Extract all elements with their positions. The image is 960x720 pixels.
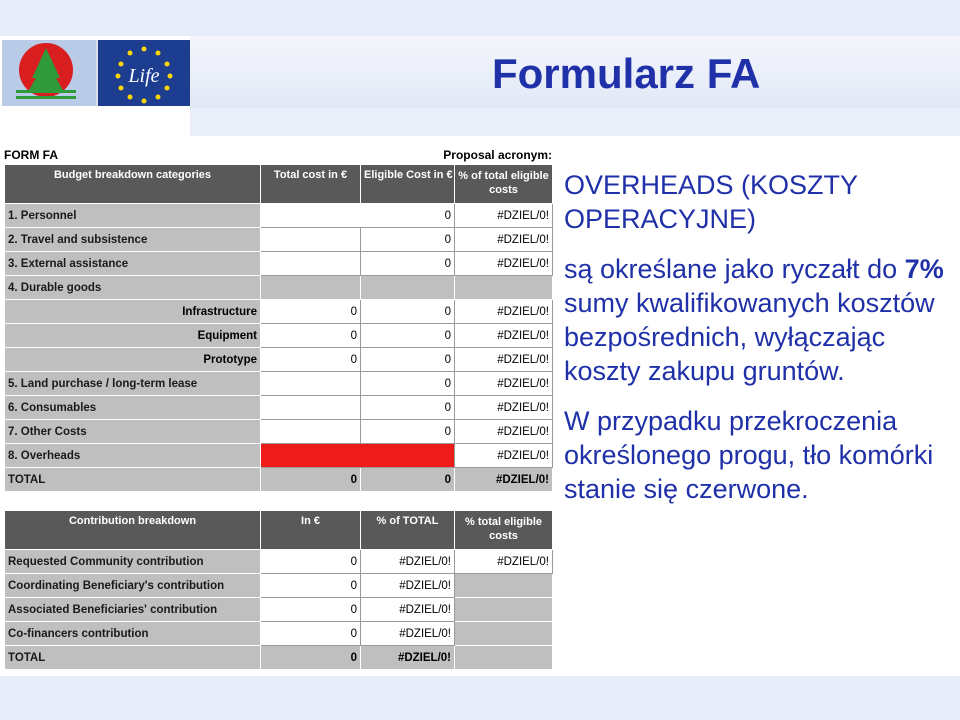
top-band bbox=[0, 0, 960, 36]
percent-cell: #DZIEL/0! bbox=[455, 228, 553, 252]
page-title: Formularz FA bbox=[492, 50, 761, 97]
percent-cell: #DZIEL/0! bbox=[455, 252, 553, 276]
description-part-2: sumy kwalifikowanych kosztów bezpośrednich, wyłączając koszty zakupu gruntów. bbox=[564, 288, 935, 386]
row-label: 7. Other Costs bbox=[5, 420, 261, 444]
table-row bbox=[5, 550, 553, 574]
row-label: Associated Beneficiaries' contribution bbox=[5, 598, 261, 622]
table-row bbox=[5, 622, 553, 646]
total-cost-cell[interactable]: 0 bbox=[261, 324, 361, 348]
total-cost-cell: 0 bbox=[261, 468, 361, 492]
table-row bbox=[5, 420, 553, 444]
contribution-header-row bbox=[5, 511, 553, 550]
contrib-header-pct-eligible: % total eligible costs bbox=[455, 511, 553, 550]
budget-header-total: Total cost in € bbox=[261, 165, 361, 204]
eligible-cost-cell: 0 bbox=[361, 468, 455, 492]
amount-cell[interactable]: 0 bbox=[261, 550, 361, 574]
overheads-heading: OVERHEADS (KOSZTY OPERACYJNE) bbox=[564, 170, 858, 234]
total-cost-cell[interactable] bbox=[261, 204, 361, 228]
eligible-cost-cell[interactable]: 0 bbox=[361, 396, 455, 420]
row-label: 6. Consumables bbox=[5, 396, 261, 420]
pct-eligible-cell bbox=[455, 574, 553, 598]
eligible-cost-cell[interactable]: 0 bbox=[361, 324, 455, 348]
total-cost-cell[interactable]: 0 bbox=[261, 300, 361, 324]
budget-header-eligible: Eligible Cost in € bbox=[361, 165, 455, 204]
pct-total-cell: #DZIEL/0! bbox=[361, 550, 455, 574]
eligible-cost-cell[interactable]: 0 bbox=[361, 228, 455, 252]
budget-table bbox=[4, 164, 553, 492]
budget-header-row bbox=[5, 165, 553, 204]
row-label: Equipment bbox=[5, 324, 261, 348]
overheads-red-cell[interactable] bbox=[261, 444, 455, 468]
percent-cell: #DZIEL/0! bbox=[455, 348, 553, 372]
overheads-description bbox=[564, 252, 954, 388]
logos bbox=[2, 40, 190, 106]
total-cost-cell[interactable] bbox=[261, 228, 361, 252]
pct-total-cell: #DZIEL/0! bbox=[361, 574, 455, 598]
pct-eligible-cell: #DZIEL/0! bbox=[455, 550, 553, 574]
table-row bbox=[5, 276, 553, 300]
amount-cell[interactable]: 0 bbox=[261, 622, 361, 646]
percent-cell: #DZIEL/0! bbox=[455, 468, 553, 492]
row-label: Requested Community contribution bbox=[5, 550, 261, 574]
percent-cell: #DZIEL/0! bbox=[455, 420, 553, 444]
proposal-acronym-label: Proposal acronym: bbox=[443, 148, 552, 162]
total-cost-cell[interactable] bbox=[261, 372, 361, 396]
table-row-total bbox=[5, 468, 553, 492]
table-row bbox=[5, 574, 553, 598]
eligible-cost-cell bbox=[361, 276, 455, 300]
table-row bbox=[5, 252, 553, 276]
header-strip bbox=[190, 108, 960, 136]
percent-cell: #DZIEL/0! bbox=[455, 372, 553, 396]
table-row bbox=[5, 324, 553, 348]
total-cost-cell bbox=[261, 276, 361, 300]
total-cost-cell[interactable]: 0 bbox=[261, 348, 361, 372]
amount-cell[interactable]: 0 bbox=[261, 598, 361, 622]
total-cost-cell[interactable] bbox=[261, 420, 361, 444]
amount-cell[interactable]: 0 bbox=[261, 574, 361, 598]
description-percentage: 7% bbox=[904, 254, 944, 284]
table-gap bbox=[4, 492, 552, 510]
table-row-total bbox=[5, 646, 553, 670]
eu-life-logo bbox=[98, 40, 190, 106]
row-label: 5. Land purchase / long-term lease bbox=[5, 372, 261, 396]
contribution-table bbox=[4, 510, 553, 670]
form-fa bbox=[4, 140, 552, 670]
percent-cell: #DZIEL/0! bbox=[455, 300, 553, 324]
percent-cell: #DZIEL/0! bbox=[455, 396, 553, 420]
table-row bbox=[5, 396, 553, 420]
row-label: Coordinating Beneficiary's contribution bbox=[5, 574, 261, 598]
threshold-note: W przypadku przekroczenia określonego progu, tło komórki stanie się czerwone. bbox=[564, 406, 934, 504]
percent-cell: #DZIEL/0! bbox=[455, 324, 553, 348]
pct-total-cell: #DZIEL/0! bbox=[361, 646, 455, 670]
budget-header-category: Budget breakdown categories bbox=[5, 165, 261, 204]
row-label: Prototype bbox=[5, 348, 261, 372]
row-label: Co-financers contribution bbox=[5, 622, 261, 646]
row-label: TOTAL bbox=[5, 468, 261, 492]
pct-eligible-cell bbox=[455, 646, 553, 670]
bottom-band bbox=[0, 676, 960, 720]
percent-cell: #DZIEL/0! bbox=[455, 204, 553, 228]
contrib-header-amount: In € bbox=[261, 511, 361, 550]
pct-eligible-cell bbox=[455, 622, 553, 646]
table-row bbox=[5, 228, 553, 252]
form-label: FORM FA bbox=[4, 148, 58, 162]
form-header bbox=[4, 140, 552, 164]
percent-cell: #DZIEL/0! bbox=[455, 444, 553, 468]
table-row bbox=[5, 598, 553, 622]
eligible-cost-cell[interactable]: 0 bbox=[361, 420, 455, 444]
row-label: 1. Personnel bbox=[5, 204, 261, 228]
table-row bbox=[5, 204, 553, 228]
eligible-cost-cell[interactable]: 0 bbox=[361, 204, 455, 228]
table-row bbox=[5, 348, 553, 372]
amount-cell: 0 bbox=[261, 646, 361, 670]
eligible-cost-cell[interactable]: 0 bbox=[361, 300, 455, 324]
total-cost-cell[interactable] bbox=[261, 396, 361, 420]
row-label: 3. External assistance bbox=[5, 252, 261, 276]
life-logo-text: Life bbox=[128, 65, 160, 87]
table-row bbox=[5, 444, 553, 468]
total-cost-cell[interactable] bbox=[261, 252, 361, 276]
explanation-text bbox=[564, 168, 954, 522]
pct-total-cell: #DZIEL/0! bbox=[361, 622, 455, 646]
contrib-header-pct-total: % of TOTAL bbox=[361, 511, 455, 550]
row-label: Infrastructure bbox=[5, 300, 261, 324]
eligible-cost-cell[interactable]: 0 bbox=[361, 348, 455, 372]
row-label: 8. Overheads bbox=[5, 444, 261, 468]
row-label: 2. Travel and subsistence bbox=[5, 228, 261, 252]
row-label: 4. Durable goods bbox=[5, 276, 261, 300]
percent-cell bbox=[455, 276, 553, 300]
eligible-cost-cell[interactable]: 0 bbox=[361, 372, 455, 396]
contrib-header-category: Contribution breakdown bbox=[5, 511, 261, 550]
description-part-1: są określane jako ryczałt do bbox=[564, 254, 905, 284]
budget-header-percent: % of total eligible costs bbox=[455, 165, 553, 204]
table-row bbox=[5, 300, 553, 324]
pct-eligible-cell bbox=[455, 598, 553, 622]
pct-total-cell: #DZIEL/0! bbox=[361, 598, 455, 622]
eligible-cost-cell[interactable]: 0 bbox=[361, 252, 455, 276]
lfos-logo bbox=[2, 40, 96, 106]
table-row bbox=[5, 372, 553, 396]
row-label: TOTAL bbox=[5, 646, 261, 670]
